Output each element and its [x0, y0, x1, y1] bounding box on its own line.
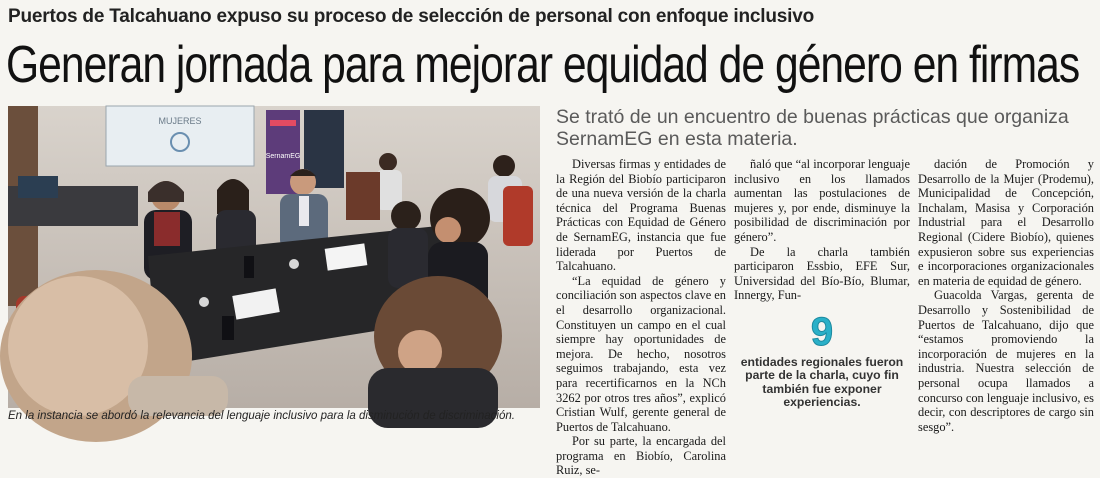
article-headline: Generan jornada para mejorar equidad de género en firmas — [6, 36, 1080, 94]
article-subheadline: Se trató de un encuentro de buenas prácticas que organiza SernamEG en esta materia. — [556, 106, 1069, 150]
article-photo — [8, 106, 540, 408]
factbox-number: 9 — [810, 310, 834, 354]
photo-caption: En la instancia se abordó la relevancia del lenguaje inclusivo para la disminución de discriminación. — [8, 410, 515, 422]
article-kicker: Puertos de Talcahuano expuso su proceso de selección de personal con enfoque inclusivo — [8, 6, 814, 27]
body-column-2 — [734, 157, 910, 309]
body-column-1 — [556, 157, 726, 478]
body-paragraph: dación de Promoción y Desarrollo de la Mujer (Prodemu), Municipalidad de Concepción, Inchalam, Masisa y Corporación Industrial para el Desarrollo Regional (Cidere Biobío), quienes expusieron sobre sus experiencias e incorporaciones organizacionales en materia de equidad de género. — [918, 157, 1094, 288]
body-column-3 — [918, 157, 1094, 440]
body-paragraph: Diversas firmas y entidades de la Región del Biobío participaron de una nueva versión de la charla técnica del Programa Buenas Prácticas con Equidad de Género de SernamEG, instancia que fue liderada por Puertos de Talcahuano. — [556, 157, 726, 274]
screen-text: MUJERES — [158, 116, 202, 126]
body-paragraph: Guacolda Vargas, gerenta de Desarrollo y Sostenibilidad de Puertos de Talcahuano, dijo que “estamos promoviendo la incorporación de mujeres en la industria. Nuestra selección de personal ocupa llamados a concurso con lenguaje inclusivo, es decir, con descriptores de cargo sin sesgo”. — [918, 288, 1094, 434]
body-paragraph: ñaló que “al incorporar lenguaje inclusivo en los llamados aumentan las postulaciones de mujeres y, por ende, disminuye la posibilidad de discriminación por género”. — [734, 157, 910, 244]
body-paragraph: “La equidad de género y conciliación son aspectos clave en el desarrollo organizacional. Constituyen un campo en el cual siempre hay oportunidades de mejora. De hecho, nosotros seguimos trabajando, esta vez para recertificarnos en la NCh 3262 por otros tres años”, explicó Cristian Wulf, gerente general de Puertos de Talcahuano. — [556, 273, 726, 434]
banner-text: SernamEG — [265, 153, 301, 160]
factbox — [740, 312, 904, 410]
body-paragraph: Por su parte, la encargada del programa en Biobío, Carolina Ruiz, se- — [556, 434, 726, 478]
body-paragraph: De la charla también participaron Essbio, EFE Sur, Universidad del Bío-Bío, Blumar, Innergy, Fun- — [734, 244, 910, 303]
factbox-text: entidades regionales fueron parte de la charla, cuyo fin también fue exponer experiencias. — [740, 355, 904, 410]
